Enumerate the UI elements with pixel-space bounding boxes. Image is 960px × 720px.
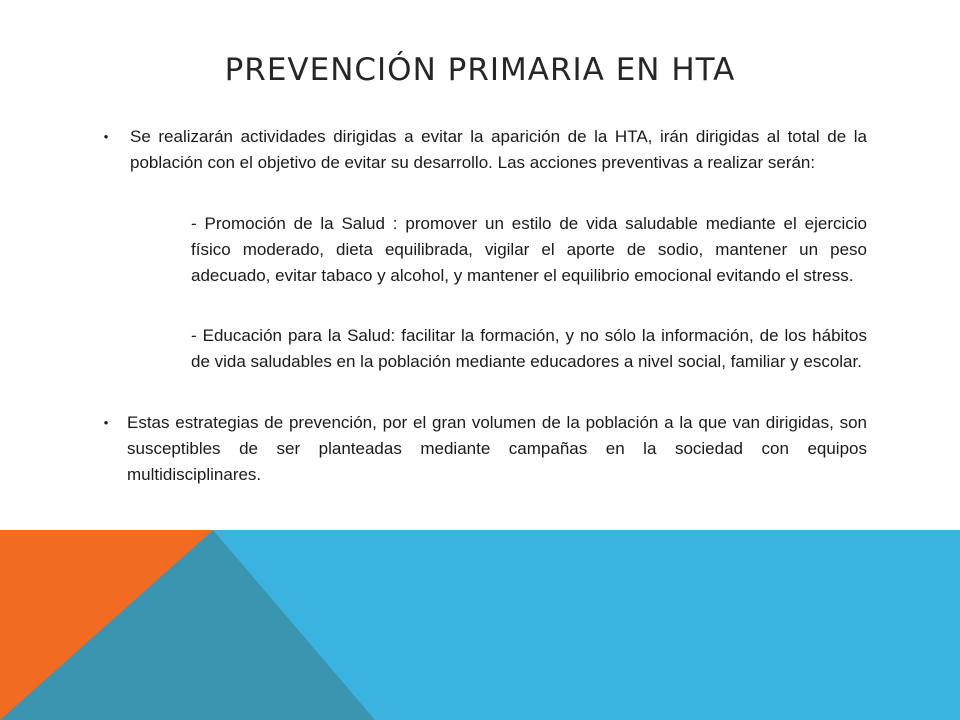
bullet-item-2	[103, 410, 867, 488]
decorative-footer-shapes	[0, 530, 960, 720]
bullet-dot-icon: •	[103, 129, 109, 144]
bullet-text: Se realizarán actividades dirigidas a evitar la aparición de la HTA, irán dirigidas al total de la población con el objetivo de evitar su desarrollo. Las acciones preventivas a realizar serán:	[130, 127, 867, 172]
subitem-promocion: - Promoción de la Salud : promover un estilo de vida saludable mediante el ejercicio físico moderado, dieta equilibrada, vigilar el aporte de sodio, mantener un peso adecuado, evitar tabaco y alcohol, y mantener el equilibrio emocional evitando el stress.	[191, 214, 867, 285]
bullet-text: Estas estrategias de prevención, por el gran volumen de la población a la que van dirigidas, son susceptibles de ser planteadas mediante campañas en la sociedad con equipos multidisciplinares.	[127, 413, 867, 484]
bullet-item-1	[103, 124, 867, 176]
slide-title: PREVENCIÓN PRIMARIA EN HTA	[224, 52, 736, 88]
subitem-educacion: - Educación para la Salud: facilitar la formación, y no sólo la información, de los hábitos de vida saludables en la población mediante educadores a nivel social, familiar y escolar.	[191, 326, 867, 371]
bullet-dot-icon: •	[103, 415, 109, 430]
